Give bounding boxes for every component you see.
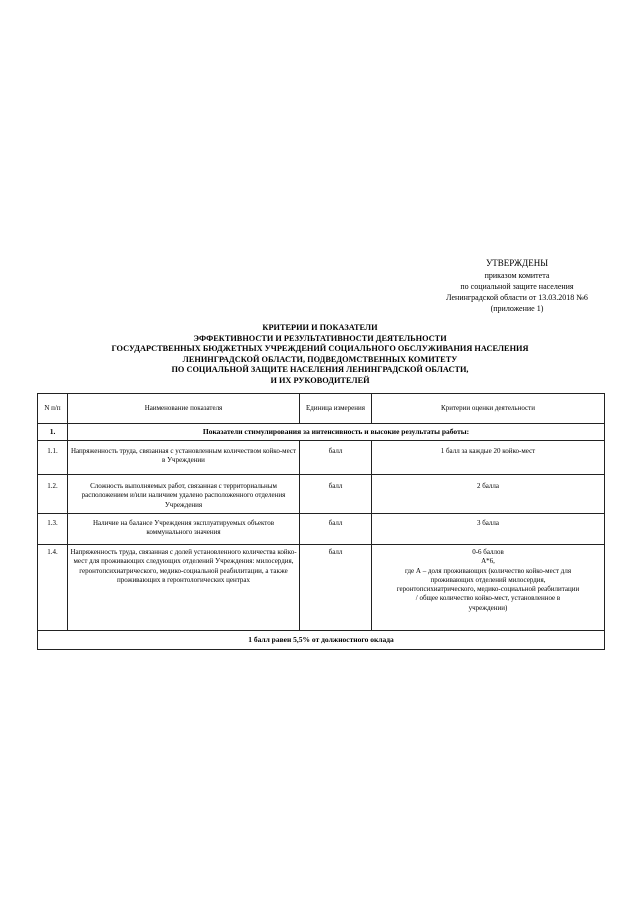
footer-row bbox=[38, 631, 605, 650]
criteria-line: / общее количество койко-мест, установленное в bbox=[415, 594, 561, 603]
row-unit: балл bbox=[300, 441, 372, 475]
row-num: 1.4. bbox=[38, 545, 68, 631]
row-num: 1.2. bbox=[38, 475, 68, 514]
row-num: 1.3. bbox=[38, 514, 68, 545]
table-row bbox=[38, 441, 605, 475]
approval-line: по социальной защите населения bbox=[460, 282, 574, 291]
row-criteria bbox=[372, 545, 605, 631]
row-unit: балл bbox=[300, 514, 372, 545]
approval-line: Ленинградской области от 13.03.2018 №6 bbox=[446, 293, 588, 302]
header-criteria: Критерии оценки деятельности bbox=[372, 394, 605, 424]
header-name: Наименование показателя bbox=[68, 394, 300, 424]
header-num: N п/п bbox=[38, 394, 68, 424]
row-criteria bbox=[372, 475, 605, 514]
row-unit: балл bbox=[300, 475, 372, 514]
section-row bbox=[38, 424, 605, 441]
row-criteria bbox=[372, 514, 605, 545]
header-unit: Единица измерения bbox=[300, 394, 372, 424]
row-criteria bbox=[372, 441, 605, 475]
title-line: И ИХ РУКОВОДИТЕЛЕЙ bbox=[270, 375, 370, 385]
document-title bbox=[60, 323, 580, 387]
section-num: 1. bbox=[38, 424, 68, 441]
section-title: Показатели стимулирования за интенсивность и высокие результаты работы: bbox=[68, 424, 605, 441]
row-name: Наличие на балансе Учреждения эксплуатируемых объектов коммунального значения bbox=[68, 514, 300, 545]
title-line: КРИТЕРИИ И ПОКАЗАТЕЛИ bbox=[262, 323, 378, 332]
criteria-line: 2 балла bbox=[476, 482, 500, 490]
criteria-line: геронтопсихиатрического, медико-социальной реабилитации bbox=[396, 585, 580, 594]
title-line: ЛЕНИНГРАДСКОЙ ОБЛАСТИ, ПОДВЕДОМСТВЕННЫХ КОМИТЕТУ bbox=[182, 354, 458, 364]
row-num: 1.1. bbox=[38, 441, 68, 475]
approval-stamp bbox=[417, 258, 617, 314]
title-line: ЭФФЕКТИВНОСТИ И РЕЗУЛЬТАТИВНОСТИ ДЕЯТЕЛЬНОСТИ bbox=[193, 333, 447, 343]
title-line: ПО СОЦИАЛЬНОЙ ЗАЩИТЕ НАСЕЛЕНИЯ ЛЕНИНГРАДСКОЙ ОБЛАСТИ, bbox=[171, 365, 469, 375]
table-header-row bbox=[38, 394, 605, 424]
title-line: ГОСУДАРСТВЕННЫХ БЮДЖЕТНЫХ УЧРЕЖДЕНИЙ СОЦИАЛЬНОГО ОБСЛУЖИВАНИЯ НАСЕЛЕНИЯ bbox=[111, 344, 529, 354]
table-row bbox=[38, 475, 605, 514]
criteria-line: 0-6 баллов bbox=[472, 548, 504, 556]
table-row bbox=[38, 514, 605, 545]
criteria-line: учреждении) bbox=[468, 603, 508, 612]
approval-heading: УТВЕРЖДЕНЫ bbox=[485, 258, 549, 268]
criteria-line: А*6, bbox=[481, 557, 495, 566]
criteria-table bbox=[37, 393, 605, 650]
approval-line: (приложение 1) bbox=[490, 304, 544, 313]
approval-line: приказом комитета bbox=[484, 271, 550, 280]
criteria-line: 1 балл за каждые 20 койко-мест bbox=[440, 447, 536, 455]
criteria-line: где А – доля проживающих (количество койко-мест для bbox=[404, 566, 572, 575]
table-row bbox=[38, 545, 605, 631]
row-name: Напряженность труда, связанная с установленным количеством койко-мест в Учреждении bbox=[68, 441, 300, 475]
row-name: Сложность выполняемых работ, связанная с территориальным расположением и/или наличием удалено расположенного отделения Учреждения bbox=[68, 475, 300, 514]
row-name: Напряженность труда, связанная с долей установленного количества койко-мест для проживающих следующих отделений Учреждения: милосердия, геронтопсихиатрического, медико-социальной реабилитации, а также проживающих в геронтологических центрах bbox=[68, 545, 300, 631]
criteria-line: проживающих отделений милосердия, bbox=[430, 575, 546, 584]
row-unit: балл bbox=[300, 545, 372, 631]
footer-note: 1 балл равен 5,5% от должностного оклада bbox=[38, 631, 605, 650]
criteria-line: 3 балла bbox=[476, 519, 500, 527]
